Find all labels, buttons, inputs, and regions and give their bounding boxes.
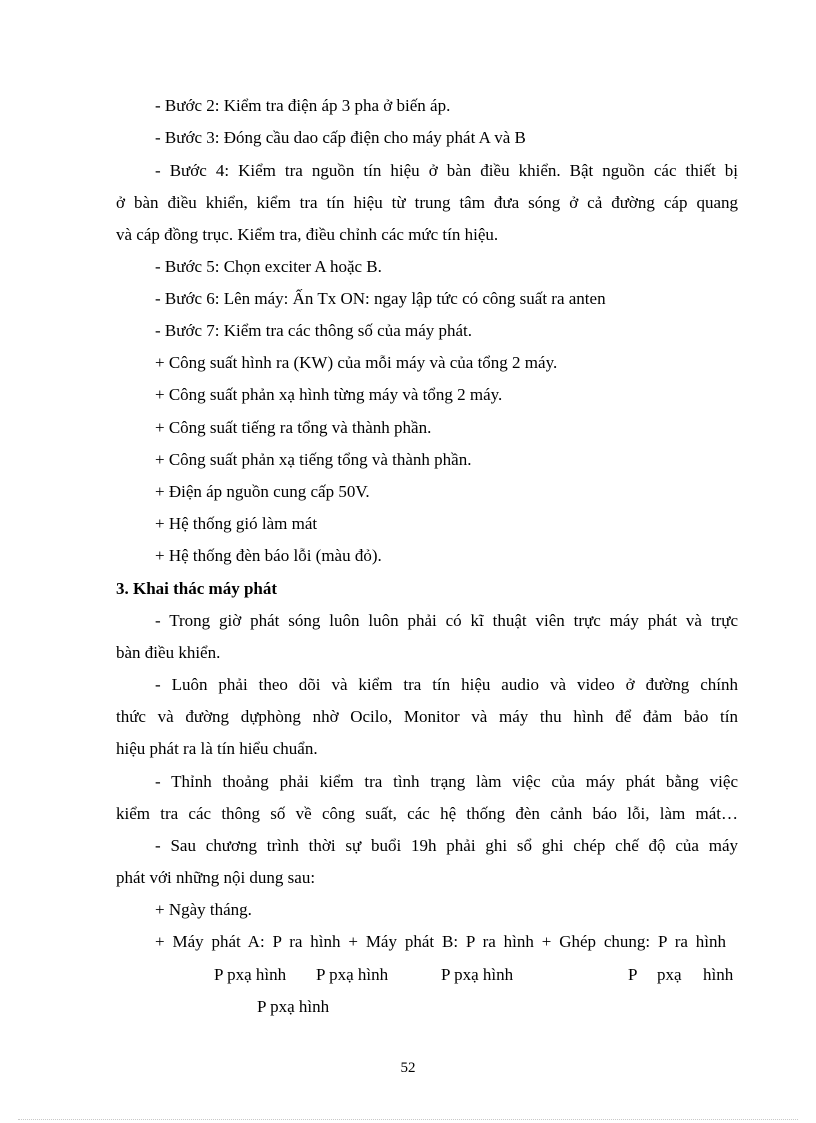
text-line: - Sau chương trình thời sự buổi 19h phải ghi sổ ghi chép chế độ của máy <box>155 836 738 855</box>
text-line: - Thỉnh thoảng phải kiểm tra tình trạng làm việc của máy phát bằng việc <box>155 772 738 791</box>
text-line: ở bàn điều khiển, kiểm tra tín hiệu từ trung tâm đưa sóng ở cả đường cáp quang <box>116 193 738 212</box>
pxa-cell: P pxạ hình <box>316 965 389 984</box>
text-line: - Bước 6: Lên máy: Ấn Tx ON: ngay lập tức có công suất ra anten <box>155 289 606 308</box>
text-line: bàn điều khiển. <box>116 643 221 662</box>
page-border-line <box>18 1119 798 1120</box>
text-line: phát với những nội dung sau: <box>116 868 316 887</box>
text-line: + Hệ thống gió làm mát <box>155 514 318 533</box>
text-line: + Công suất tiếng ra tổng và thành phần. <box>155 418 432 437</box>
text-line: hiệu phát ra là tín hiểu chuẩn. <box>116 739 318 758</box>
text-line: - Bước 2: Kiểm tra điện áp 3 pha ở biến áp. <box>155 96 451 115</box>
text-line: + Điện áp nguồn cung cấp 50V. <box>155 482 370 501</box>
text-line: + Công suất phản xạ tiếng tổng và thành phần. <box>155 450 472 469</box>
text-line: - Bước 5: Chọn exciter A hoặc B. <box>155 257 382 276</box>
text-line: - Bước 7: Kiểm tra các thông số của máy phát. <box>155 321 473 340</box>
pxa-cell: P pxạ hình <box>214 965 287 984</box>
pxa-cell: pxạ <box>657 965 682 984</box>
text-line: + Công suất hình ra (KW) của mỗi máy và của tổng 2 máy. <box>155 353 558 372</box>
text-line: - Bước 3: Đóng cầu dao cấp điện cho máy phát A và B <box>155 128 526 147</box>
pxa-cell: hình <box>703 965 734 984</box>
text-line: + Máy phát A: P ra hình + Máy phát B: P ra hình + Ghép chung: P ra hình <box>155 932 726 951</box>
text-line: - Luôn phải theo dõi và kiểm tra tín hiệu audio và video ở đường chính <box>155 675 738 694</box>
section-heading: 3. Khai thác máy phát <box>116 579 278 598</box>
text-line: và cáp đồng trục. Kiểm tra, điều chỉnh các mức tín hiệu. <box>116 225 499 244</box>
text-line: + Công suất phản xạ hình từng máy và tổng 2 máy. <box>155 385 503 404</box>
text-line: kiểm tra các thông số về công suất, các hệ thống đèn cảnh báo lỗi, làm mát… <box>116 804 738 823</box>
text-line: - Trong giờ phát sóng luôn luôn phải có kĩ thuật viên trực máy phát và trực <box>155 611 738 630</box>
text-line: thức và đường dựphòng nhờ Ocilo, Monitor và máy thu hình để đảm bảo tín <box>116 707 738 726</box>
text-line: + Ngày tháng. <box>155 900 252 919</box>
page-number: 52 <box>400 1060 416 1076</box>
pxa-cell: P pxạ hình <box>441 965 514 984</box>
text-line: P pxạ hình <box>257 997 330 1016</box>
text-line: + Hệ thống đèn báo lỗi (màu đỏ). <box>155 546 382 565</box>
pxa-cell: P <box>628 965 638 984</box>
text-line: - Bước 4: Kiểm tra nguồn tín hiệu ở bàn điều khiển. Bật nguồn các thiết bị <box>155 161 738 180</box>
